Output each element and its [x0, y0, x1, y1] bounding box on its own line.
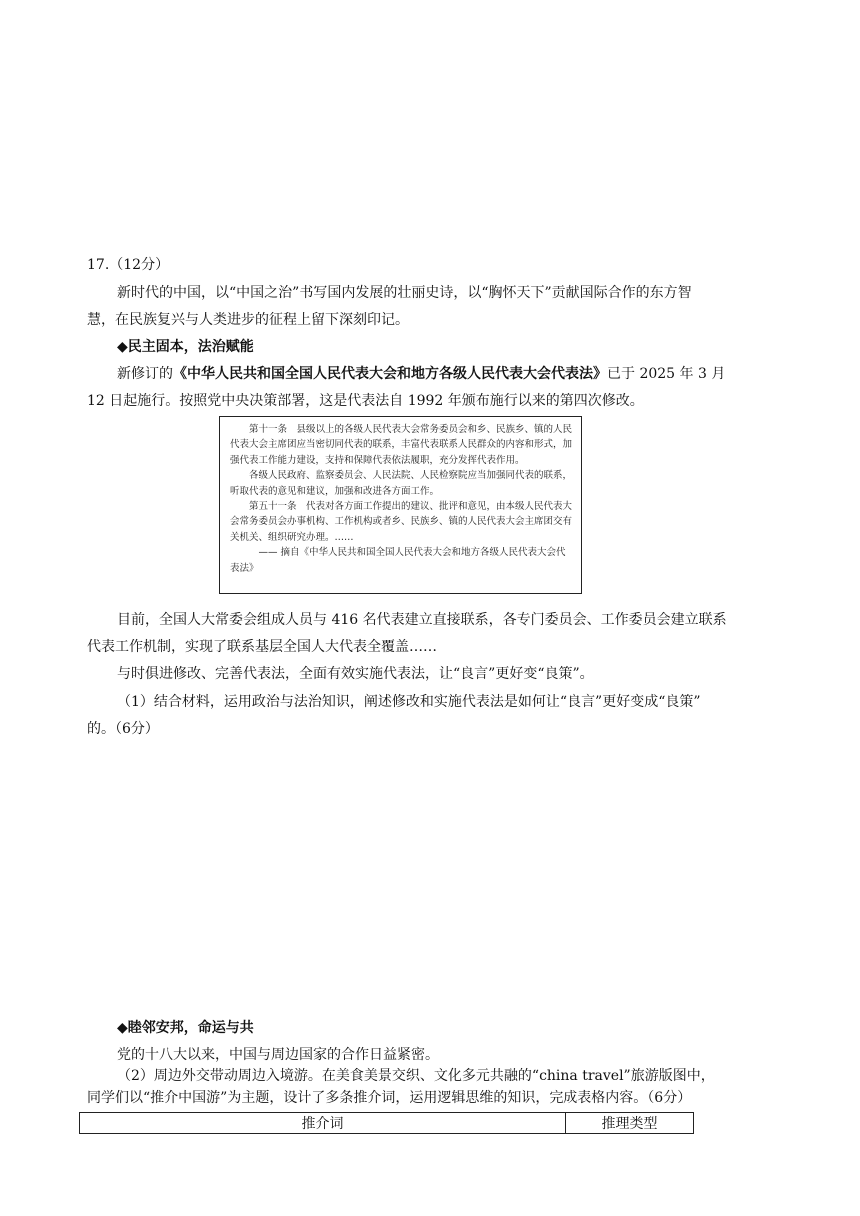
p1-prefix: 新修订的	[117, 366, 173, 382]
intro-line-1: 新时代的中国，以“中国之治”书写国内发展的壮丽史诗，以“胸怀天下”贡献国际合作的东方智	[117, 285, 692, 301]
law-title: 《中华人民共和国全国人民代表大会和地方各级人民代表大会代表法》	[173, 366, 607, 382]
law-excerpt-box	[219, 416, 582, 594]
question-number: 17.（12分）	[87, 257, 170, 273]
section1-paragraph-2: 目前，全国人大常委会组成人员与 416 名代表建立直接联系，各专门委员会、工作委员会建立联系	[117, 612, 727, 628]
section1-heading: ◆民主固本，法治赋能	[117, 339, 254, 355]
intro-line-2: 慧，在民族复兴与人类进步的征程上留下深刻印记。	[87, 312, 409, 328]
answer-table	[79, 1112, 694, 1134]
excerpt-article-51: 第五十一条 代表对各方面工作提出的建议、批评和意见，由本级人民代表大会常务委员会办事机构、工作机构或者乡、民族乡、镇的人民代表大会主席团交有关机关、组织研究办理。……	[230, 501, 573, 543]
section1-paragraph-1-line2: 12 日起施行。按照党中央决策部署，这是代表法自 1992 年颁布施行以来的第四次修改。	[87, 393, 644, 409]
excerpt-article-11-para2: 各级人民政府、监察委员会、人民法院、人民检察院应当加强同代表的联系，听取代表的意见和建议，加强和改进各方面工作。	[230, 470, 573, 497]
excerpt-source: —— 摘自《中华人民共和国全国人民代表大会和地方各级人民代表大会代表法》	[230, 547, 566, 574]
question-2: （2）周边外交带动周边入境游。在美食美景交织、文化多元共融的“china travel”旅游版图中，	[117, 1068, 715, 1084]
table-header-recommendation: 推介词	[80, 1113, 566, 1134]
section1-paragraph-1	[117, 364, 725, 384]
section2-heading: ◆睦邻安邦，命运与共	[117, 1020, 254, 1036]
table-header-reasoning-type: 推理类型	[566, 1113, 694, 1134]
table-header-row	[80, 1113, 694, 1134]
section1-paragraph-3: 与时俱进修改、完善代表法，全面有效实施代表法，让“良言”更好变“良策”。	[117, 666, 594, 682]
section2-paragraph-1: 党的十八大以来，中国与周边国家的合作日益紧密。	[117, 1047, 439, 1063]
question-2-line2: 同学们以“推介中国游”为主题，设计了多条推介词，运用逻辑思维的知识，完成表格内容。（6分）	[87, 1090, 692, 1106]
section1-paragraph-2-line2: 代表工作机制，实现了联系基层全国人大代表全覆盖……	[87, 639, 437, 655]
excerpt-article-11: 第十一条 县级以上的各级人民代表大会常务委员会和乡、民族乡、镇的人民代表大会主席团应当密切同代表的联系，丰富代表联系人民群众的内容和形式，加强代表工作能力建设，支持和保障代表依法履职，充分发挥代表作用。	[230, 424, 573, 466]
p1-suffix: 已于 2025 年 3 月	[607, 366, 726, 382]
question-1-line2: 的。（6分）	[87, 721, 159, 737]
question-1: （1）结合材料，运用政治与法治知识，阐述修改和实施代表法是如何让“良言”更好变成“良策”	[117, 694, 701, 710]
